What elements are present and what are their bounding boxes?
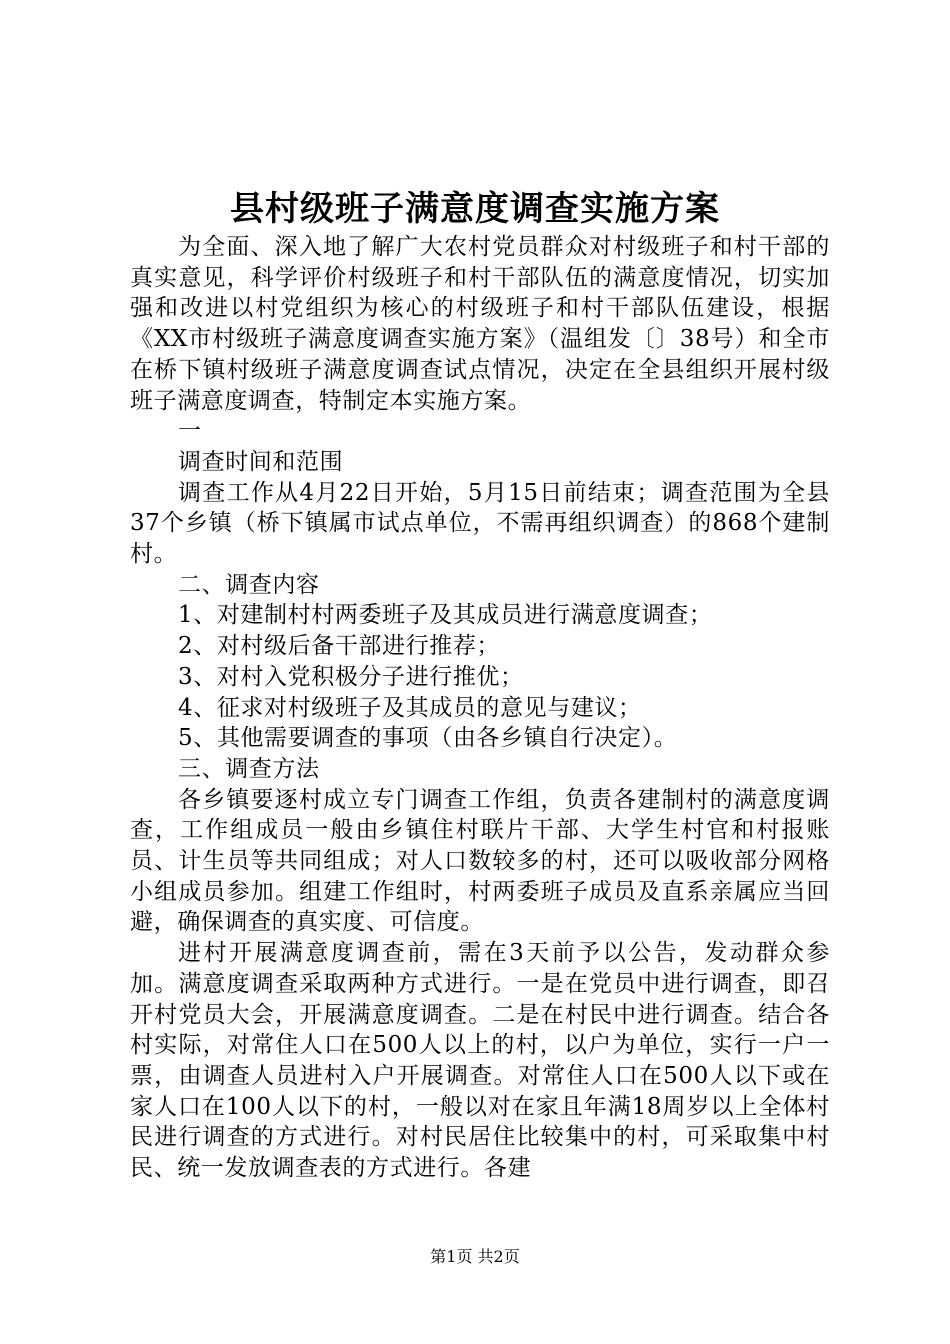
section-2-item-4: 4、征求对村级班子及其成员的意见与建议； <box>178 694 642 721</box>
section-1-number: 一 <box>178 418 202 445</box>
section-3-paragraph-1: 各乡镇要逐村成立专门调查工作组，负责各建制村的满意度调查，工作组成员一般由乡镇住村联片干部、大学生村官和村报账员、计生员等共同组成；对人口数较多的村，还可以吸收部分网格小组成员参加。组建工作组时，村两委班子成员及直系亲属应当回避，确保调查的真实度、可信度。 <box>130 786 830 936</box>
section-2-item-5: 5、其他需要调查的事项（由各乡镇自行决定）。 <box>178 725 678 752</box>
intro-paragraph: 为全面、深入地了解广大农村党员群众对村级班子和村干部的真实意见，科学评价村级班子和村干部队伍的满意度情况，切实加强和改进以村党组织为核心的村级班子和村干部队伍建设，根据《XX市村级班子满意度调查实施方案》（温组发〔〕38号）和全市在桥下镇村级班子满意度调查试点情况，决定在全县组织开展村级班子满意度调查，特制定本实施方案。 <box>130 234 830 414</box>
section-1-heading: 调查时间和范围 <box>178 448 344 475</box>
section-3-paragraph-2: 进村开展满意度调查前，需在3天前予以公告，发动群众参加。满意度调查采取两种方式进行。一是在党员中进行调查，即召开村党员大会，开展满意度调查。二是在村民中进行调查。结合各村实际，对常住人口在500人以上的村，以户为单位，实行一户一票，由调查人员进村入户开展调查。对常住人口在500人以下或在家人口在100人以下的村，一般以对在家且年满18周岁以上全体村民进行调查的方式进行。对村民居住比较集中的村，可采取集中村民、统一发放调查表的方式进行。各建 <box>130 940 830 1182</box>
page-footer: 第1页 共2页 <box>430 1247 520 1266</box>
document-body <box>130 232 830 1184</box>
section-2-item-3: 3、对村入党积极分子进行推优； <box>178 663 524 690</box>
section-1-paragraph: 调查工作从4月22日开始，5月15日前结束；调查范围为全县37个乡镇（桥下镇属市试点单位，不需再组织调查）的868个建制村。 <box>130 479 830 568</box>
section-2-item-1: 1、对建制村村两委班子及其成员进行满意度调查； <box>178 602 713 629</box>
section-2-item-2: 2、对村级后备干部进行推荐； <box>178 633 501 660</box>
document-title: 县村级班子满意度调查实施方案 <box>230 189 720 229</box>
section-2-heading: 二、调查内容 <box>178 571 320 598</box>
section-3-heading: 三、调查方法 <box>178 755 320 782</box>
